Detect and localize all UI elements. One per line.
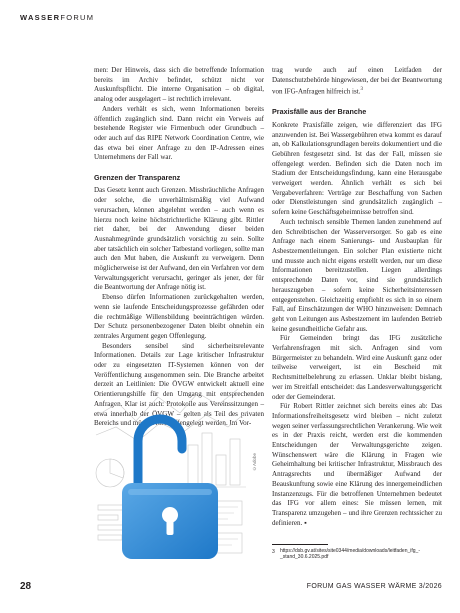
section-heading-praxisfaelle: Praxisfälle aus der Branche — [272, 107, 367, 117]
right-paragraph-4: Für Gemeinden bringt das IFG zusätzliche Verfahrensfragen mit sich. Anfragen sind vom Bürgermeister zu behandeln. Wird eine Auskunft ganz oder teilweise verweigert, ist ein Bescheid mit Rechtsmittelbelehrung zu erlassen. Unklar bleibt bislang, wer im Streitfall entscheidet: das Landesverwaltungsgericht oder der Gemeinderat. — [272, 334, 442, 401]
open-padlock-illustration — [88, 375, 254, 575]
footnote-rule — [272, 544, 328, 545]
footnote — [272, 544, 444, 561]
left-paragraph-4: Ebenso dürfen Informationen zurückgehalten werden, wenn sie laufende Entscheidungsprozesse gefährden oder die rechtmäßige Willensbildung beeinträchtigen würden. Der Schutz personenbezogener Daten bleibt ohnehin ein zentrales Argument gegen Offenlegung. — [94, 293, 264, 340]
footnote-link[interactable]: https://dsb.gv.at/sites/site0344/media/downloads/leitfaden_ifg_-_stand_30.6.2025.pdf — [280, 548, 420, 561]
left-paragraph-3: Das Gesetz kennt auch Grenzen. Missbräuchliche Anfragen oder solche, die unverhältnismäßig viel Aufwand verursachen, können abgelehnt werden – auch wenn es hierzu noch keine höchstrichterliche Klärung gibt. Rittler riet daher, bei der Anwendung dieser beiden Ausnahmegründe grundsätzlich vorsichtig zu sein. Sollte aber tatsächlich ein solcher Tatbestand vorliegen, sollte man auch den Mut haben, die Auskunft zu verweigern. Denn möglicherweise ist der Aufwand, den ein Verfahren vor dem Verwaltungsgericht verursacht, geringer als jener, der für die Beantwortung der Anfrage nötig ist. — [94, 186, 264, 292]
right-paragraph-3: Auch technisch sensible Themen landen zunehmend auf den Schreibtischen der Wasserversorger. So gab es eine Anfrage nach einem Sanierungs- und Ausbauplan für Asbestzementleitungen. Ein solcher Plan existierte nicht und musste auch nicht eigens erstellt werden, nur um diese Informationen bereitzustellen. Liegen allerdings entsprechende Daten vor, sind sie grundsätzlich herauszugeben – sofern keine Sicherheitsinteressen entgegenstehen. Gleichzeitig empfiehlt es sich in so einem Fall, auf Einschätzungen der WHO hinzuweisen: Demnach geht von Leitungen aus Asbestzement im laufenden Betrieb keine gesundheitliche Gefahr aus. — [272, 217, 442, 333]
section-heading-grenzen: Grenzen der Transparenz — [94, 172, 181, 182]
lock-shackle — [138, 419, 182, 487]
footnote-number: 3 — [272, 549, 275, 555]
right-column — [272, 66, 442, 528]
header-brand-light: FORUM — [60, 13, 95, 22]
footnote-ref: 3 — [360, 87, 363, 93]
right-paragraph-5: Für Robert Rittler zeichnet sich bereits eines ab: Das Informationsfreiheitsgesetz wird bleiben – nicht zuletzt wegen seiner verfassungsrechtlichen Verankerung. Wie weit es in der Praxis reicht, werden erst die kommenden Entscheidungen der Verwaltungsgerichte zeigen. Wünschenswert wäre die Klärung in Fragen wie Geheimhaltung bei kritischer Infrastruktur, Missbrauch des Antragsrechts und übermäßiger Aufwand der Beauskunftung sowie eine Klärung des innergemeindlichen Instanzenzugs. Für die betroffenen Unternehmen bedeutet das IFG vor allem eines: Sie müssen lernen, mit Transparenz umzugehen – und ihre Grenzen rechtssicher zu definieren. ▪ — [272, 402, 442, 527]
left-paragraph-1: men: Der Hinweis, dass sich die betreffende Information bereits im Archiv befindet, schützt nicht vor Auskunftspflicht. Die interne Organisation – ob digital, analog oder ausgelagert – ist rechtlich irrelevant. — [94, 66, 264, 104]
left-paragraph-5: Besonders sensibel sind sicherheitsrelevante Informationen. Details zur Lage kritischer Infrastruktur oder zu eingesetzten IT-Systemen können von der Veröffentlichung ausgenommen sein. Die Branche arbeitet derzeit an Leitlinien: Die ÖVGW entwickelt aktuell eine Orientierungshilfe für den Umgang mit entsprechenden Anfragen. Klar ist auch: Protokolle aus Vereinssitzungen – etwa innerhalb der ÖVGW – gelten als Teil des privaten Bereichs und müssen nicht offengelegt werden. Im Vor- — [94, 341, 264, 428]
page-number: 28 — [20, 581, 32, 592]
image-credit: ©Adobe — [252, 453, 257, 472]
journal-issue: FORUM GAS WASSER WÄRME 3/2026 — [306, 583, 442, 590]
left-paragraph-2: Anders verhält es sich, wenn Informationen bereits öffentlich zugänglich sind. Dann reicht ein Verweis auf bestehende Register wie Firmenbuch oder Grundbuch – oder auch auf das RIPE Network Coordination Centre, wie das etwa bei einer Anfrage zu den IP-Adressen eines Unternehmens der Fall war. — [94, 104, 264, 162]
right-paragraph-2: Konkrete Praxisfälle zeigen, wie differenziert das IFG anzuwenden ist. Bei Wassergebühren etwa kommt es darauf an, ob Kalkulationsgrundlagen bereits dokumentiert und die Gebühren festgesetzt sind. Ist das der Fall, müssen sie offengelegt werden. Befinden sich die Daten noch im Stadium der Entscheidungsfindung, kann eine Herausgabe verweigert werden. Ähnlich verhält es sich bei Vergabeverfahren: Verträge zur Beschaffung von Sachen oder Dienstleistungen sind grundsätzlich zugänglich – sofern keine Geschäftsgeheimnisse betroffen sind. — [272, 120, 442, 217]
header-brand-bold: WASSER — [20, 13, 61, 22]
right-paragraph-1 — [272, 66, 442, 97]
magazine-header — [20, 13, 94, 22]
right-paragraph-1-text: trag wurde auch auf einen Leitfaden der Datenschutzbehörde hingewiesen, der bei der Beantwortung von IFG-Anfragen hilfreich ist. — [272, 66, 442, 96]
